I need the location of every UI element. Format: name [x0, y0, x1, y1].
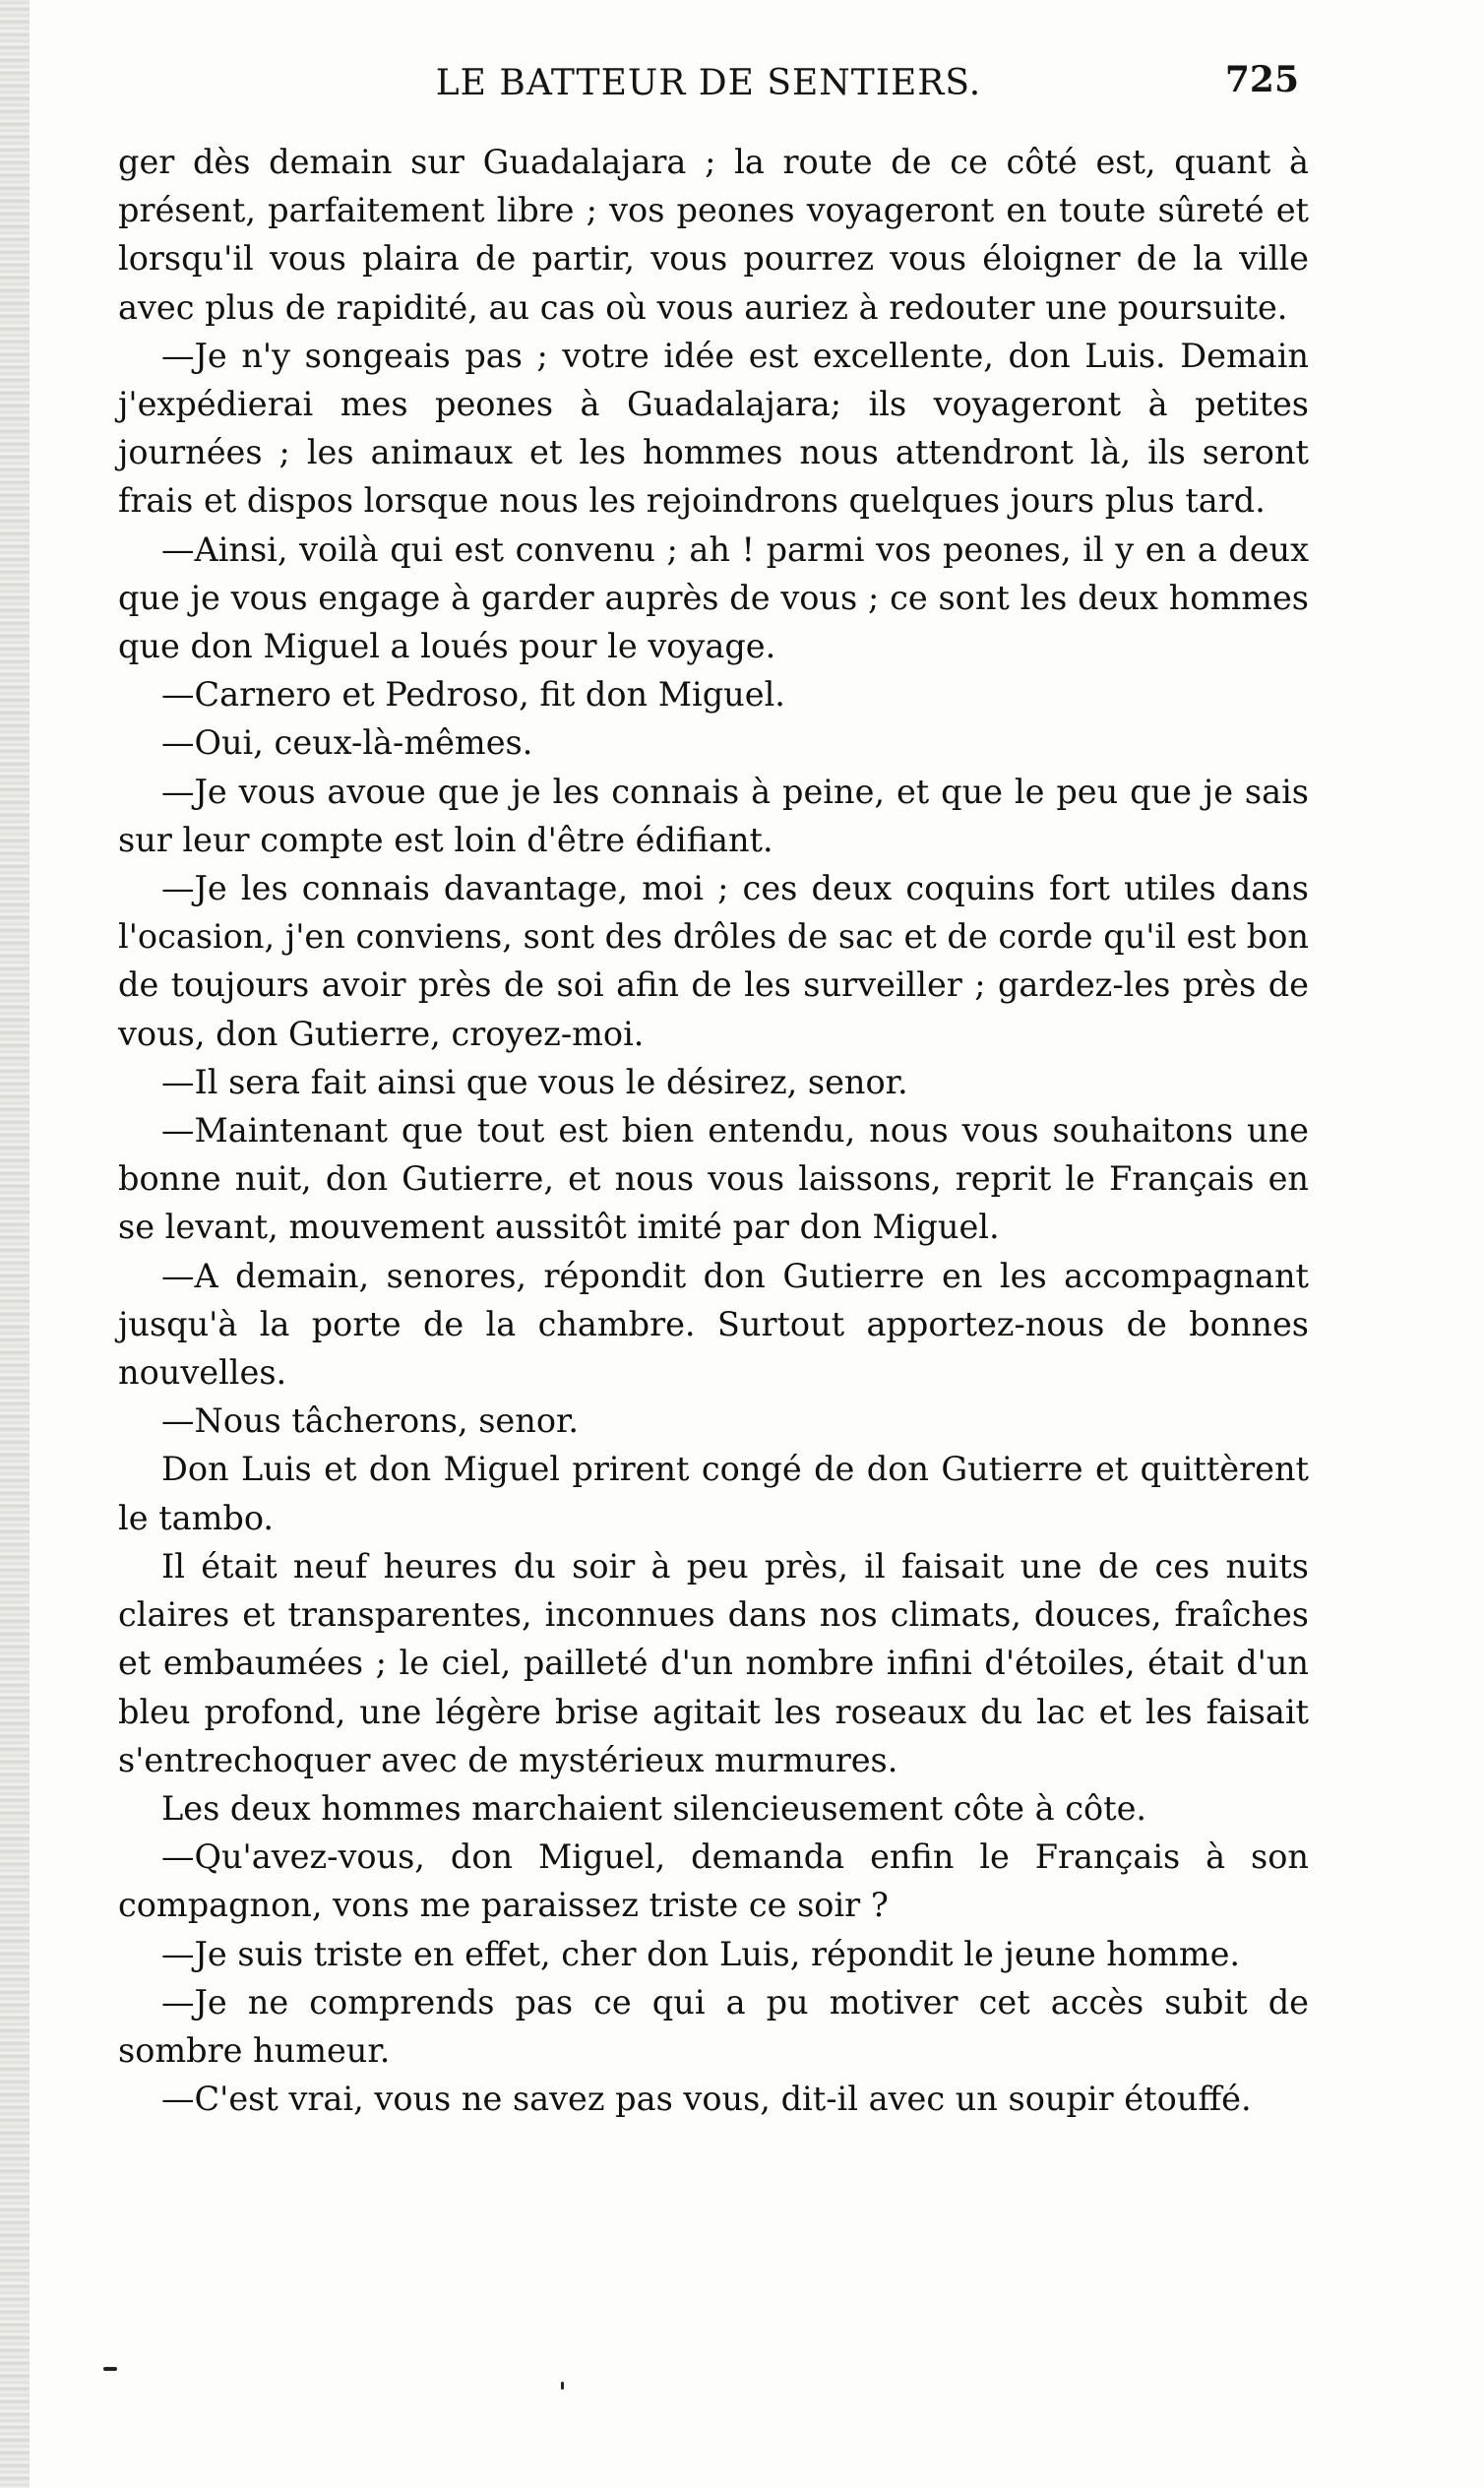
paragraph: —Il sera fait ainsi que vous le désirez, senor.	[161, 1062, 908, 1101]
paragraph: —Je les connais davantage, moi ; ces deux coquins fort utiles dans l'ocasion, j'en conviens, sont des drôles de sac et de corde qu'il est bon de toujours avoir près de soi afin de les surveiller ; gardez-les près de vous, don Gutierre, croyez-moi.	[118, 869, 1309, 1053]
paragraph: Les deux hommes marchaient silencieusement côte à côte.	[161, 1788, 1147, 1828]
body-text	[118, 138, 1309, 2123]
paragraph: —Maintenant que tout est bien entendu, nous vous souhaitons une bonne nuit, don Gutierre, et nous vous laissons, reprit le Français en se levant, mouvement aussitôt imité par don Miguel.	[118, 1111, 1309, 1247]
page-binding-edge	[0, 0, 30, 2488]
running-head	[118, 57, 1299, 106]
paragraph-continuation: ger dès demain sur Guadalajara ; la route de ce côté est, quant à présent, parfaitement libre ; vos peones voyageront en toute sûreté et lorsqu'il vous plaira de partir, vous pourrez vous éloigner de la ville avec plus de rapidité, au cas où vous auriez à redouter une poursuite.	[118, 143, 1309, 327]
paragraph: —Je n'y songeais pas ; votre idée est excellente, don Luis. Demain j'expédierai mes peones à Guadalajara; ils voyageront à petites journées ; les animaux et les hommes nous attendront là, ils seront frais et dispos lorsque nous les rejoindrons quelques jours plus tard.	[118, 336, 1309, 521]
paragraph: —Carnero et Pedroso, fit don Miguel.	[161, 675, 785, 715]
paragraph: Il était neuf heures du soir à peu près, il faisait une de ces nuits claires et transparentes, inconnues dans nos climats, douces, fraîches et embaumées ; le ciel, pailleté d'un nombre infini d'étoiles, était d'un bleu profond, une légère brise agitait les roseaux du lac et les faisait s'entrechoquer avec de mystérieux murmures.	[118, 1546, 1309, 1779]
paragraph: —Nous tâcherons, senor.	[161, 1401, 579, 1441]
print-speck	[561, 2382, 564, 2390]
paragraph: —Oui, ceux-là-mêmes.	[161, 723, 533, 763]
page-number: 725	[1224, 59, 1299, 100]
paragraph: —A demain, senores, répondit don Gutierre en les accompagnant jusqu'à la porte de la chambre. Surtout apportez-nous de bonnes nouvelles.	[118, 1256, 1309, 1393]
paragraph: —Je suis triste en effet, cher don Luis, répondit le jeune homme.	[161, 1934, 1241, 1973]
paragraph: —Je ne comprends pas ce qui a pu motiver cet accès subit de sombre humeur.	[118, 1982, 1309, 2070]
paragraph: —Qu'avez-vous, don Miguel, demanda enfin le Français à son compagnon, vons me paraissez triste ce soir ?	[118, 1837, 1309, 1925]
running-title: LE BATTEUR DE SENTIERS.	[435, 63, 982, 103]
print-speck	[103, 2367, 117, 2371]
paragraph: —C'est vrai, vous ne savez pas vous, dit-il avec un soupir étouffé.	[161, 2080, 1252, 2119]
paragraph: Don Luis et don Miguel prirent congé de don Gutierre et quittèrent le tambo.	[118, 1450, 1309, 1537]
paragraph: —Je vous avoue que je les connais à peine, et que le peu que je sais sur leur compte est loin d'être édifiant.	[118, 772, 1309, 859]
paragraph: —Ainsi, voilà qui est convenu ; ah ! parmi vos peones, il y en a deux que je vous engage à garder auprès de vous ; ce sont les deux hommes que don Miguel a loués pour le voyage.	[118, 529, 1309, 666]
